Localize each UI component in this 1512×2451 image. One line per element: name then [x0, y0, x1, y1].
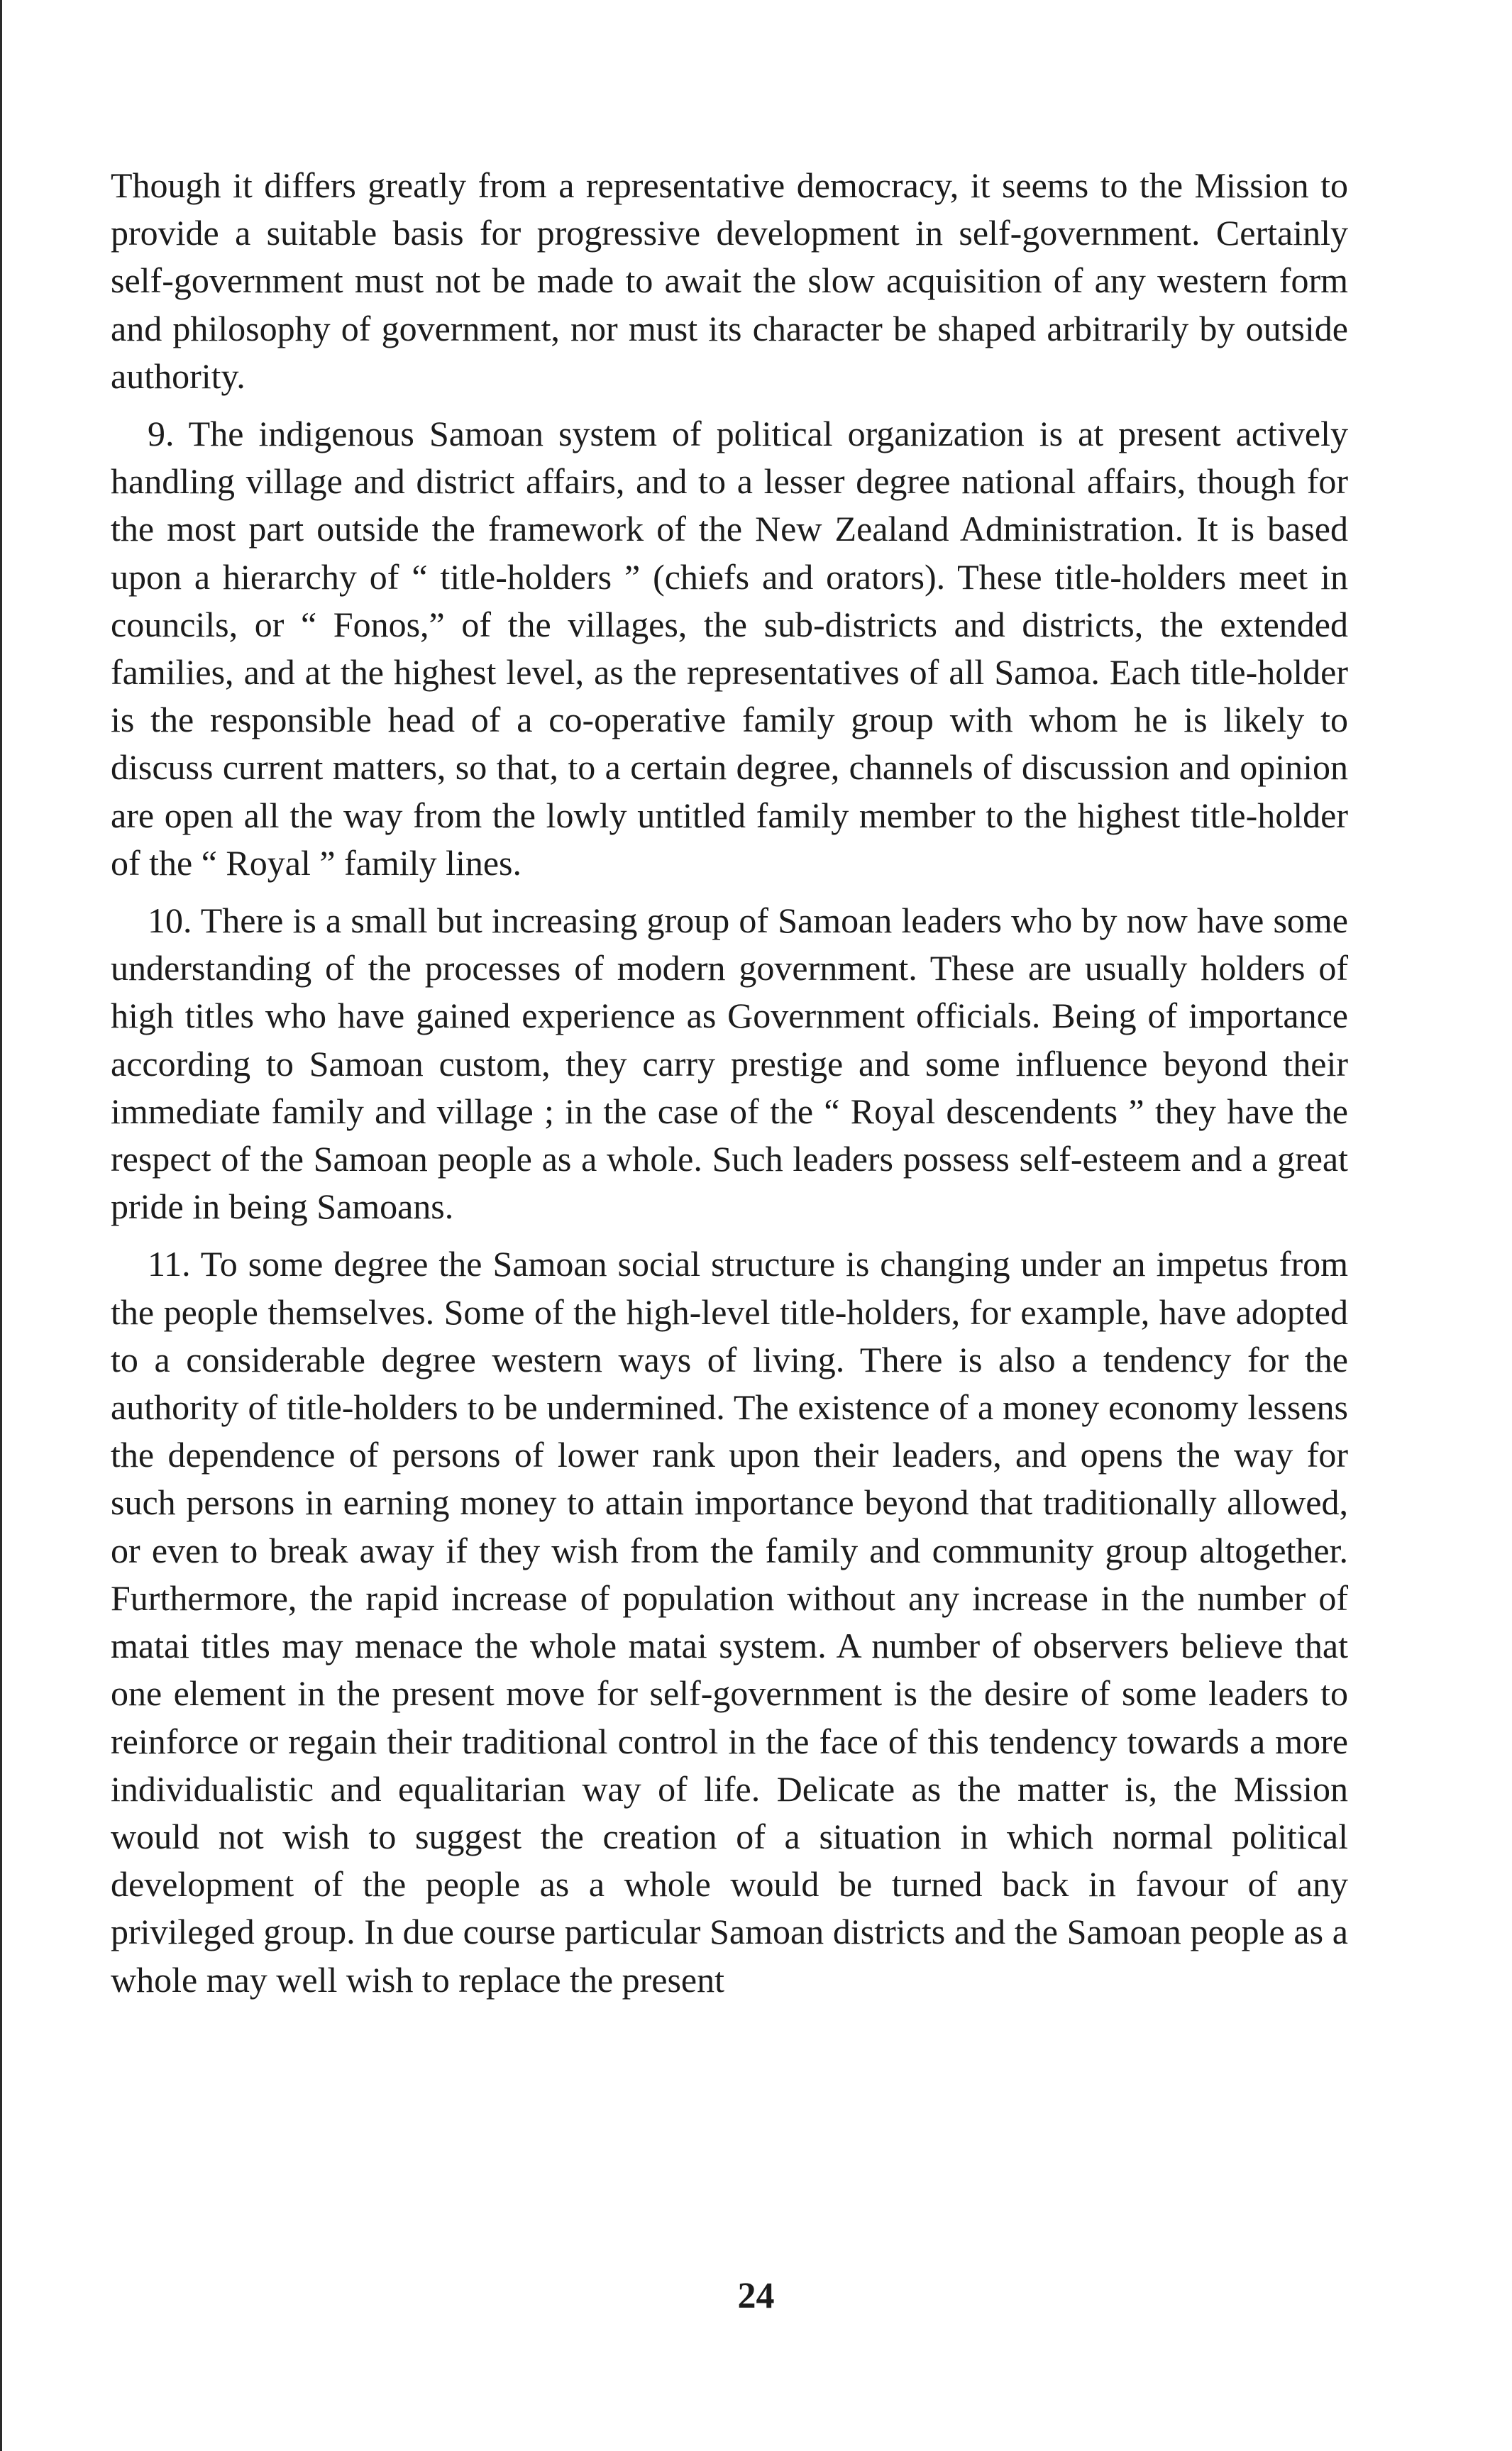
page-number: 24: [737, 2276, 775, 2316]
paragraph-11: 11. To some degree the Samoan social structure is changing under an impetus from the people themselves. Some of the high-level title-holders, for example, have adopted to a considerable degree western ways of living. There is also a tendency for the authority of title-holders to be undermined. The existence of a money economy lessens the dependence of persons of lower rank upon their leaders, and opens the way for such persons in earning money to attain importance beyond that traditionally allowed, or even to break away if they wish from the family and community group altogether. Furthermore, the rapid increase of population without any increase in the number of matai titles may menace the whole matai system. A number of observers believe that one element in the present move for self-government is the desire of some leaders to reinforce or regain their traditional control in the face of this tendency towards a more individualistic and equalitarian way of life. Delicate as the matter is, the Mission would not wish to suggest the creation of a situation in which normal political development of the people as a whole would be turned back in favour of any privileged group. In due course particular Samoan districts and the Samoan people as a whole may well wish to replace the present: [111, 1244, 1348, 2000]
page-edge: [0, 0, 2, 2451]
body-text: [111, 162, 1348, 2004]
paragraph-continuation: Though it differs greatly from a representative democracy, it seems to the Mission to provide a suitable basis for progressive development in self-government. Certainly self-government must not be made to await the slow acquisition of any western form and philosophy of government, nor must its character be shaped arbitrarily by outside authority.: [111, 165, 1348, 396]
paragraph-9: 9. The indigenous Samoan system of political organization is at present actively handling village and district affairs, and to a lesser degree national affairs, though for the most part outside the framework of the New Zealand Administration. It is based upon a hierarchy of “ title-holders ” (chiefs and orators). These title-holders meet in councils, or “ Fonos,” of the villages, the sub-districts and districts, the extended families, and at the highest level, as the representatives of all Samoa. Each title-holder is the responsible head of a co-operative family group with whom he is likely to discuss current matters, so that, to a certain degree, channels of discussion and opinion are open all the way from the lowly untitled family member to the highest title-holder of the “ Royal ” family lines.: [111, 414, 1348, 883]
paragraph-10: 10. There is a small but increasing group of Samoan leaders who by now have some understanding of the processes of modern government. These are usually holders of high titles who have gained experience as Government officials. Being of importance according to Samoan custom, they carry prestige and some influence beyond their immediate family and village ; in the case of the “ Royal descendents ” they have the respect of the Samoan people as a whole. Such leaders possess self-esteem and a great pride in being Samoans.: [111, 900, 1348, 1227]
